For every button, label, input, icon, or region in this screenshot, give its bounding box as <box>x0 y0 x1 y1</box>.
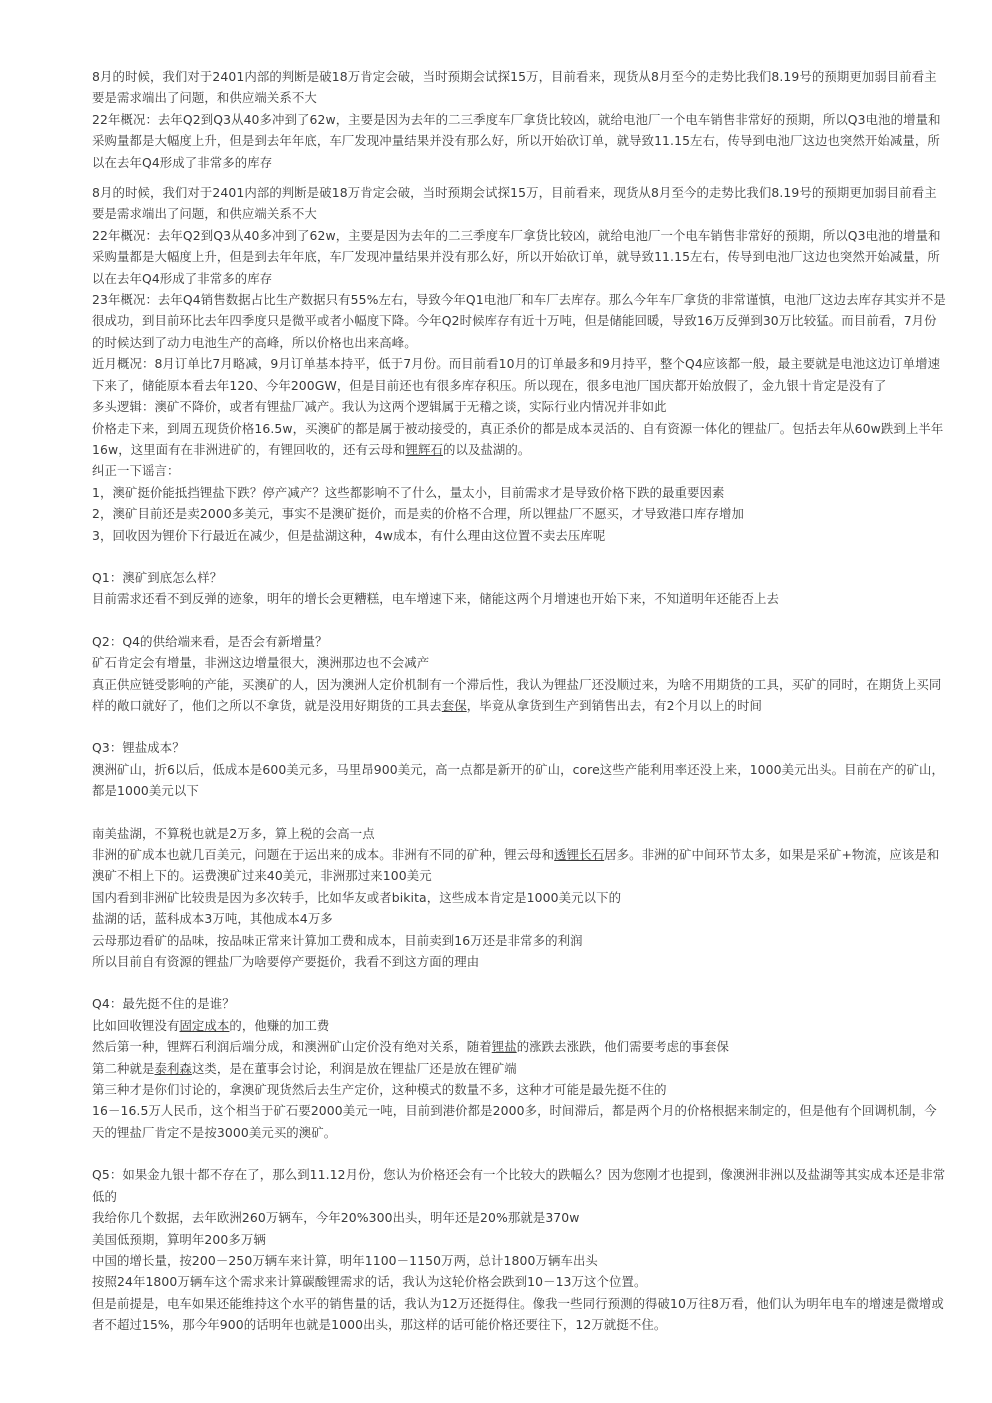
text-run: 的，他赚的加工费 <box>229 1017 330 1033</box>
text-run: Q5：如果金九银十都不存在了，那么到11.12月份，您认为价格还会有一个比较大的跌幅么？因为您刚才也提到，像澳洲非洲以及盐湖等其实成本还是非常低的 <box>92 1167 946 1204</box>
underlined-term: 透锂长石 <box>554 847 605 862</box>
underlined-term: 锂盐 <box>491 1039 517 1055</box>
text-run: 美国低预期，算明年200多万辆 <box>92 1231 266 1247</box>
underlined-term: 泰利森 <box>154 1060 192 1076</box>
text-run: 所以目前自有资源的锂盐厂为啥要停产要挺价，我看不到这方面的理由 <box>92 954 480 970</box>
paragraph <box>92 1271 948 1292</box>
text-run: 非洲的矿成本也就几百美元，问题在于运出来的成本。非洲有不同的矿种，锂云母和 <box>92 847 555 862</box>
text-run: 3，回收因为锂价下行最近在减少，但是盐湖这种，4w成本，有什么理由这位置不卖去压库呢 <box>92 527 606 543</box>
paragraph <box>92 1036 948 1057</box>
text-run: 南美盐湖，不算税也就是2万多，算上税的会高一点 <box>92 825 375 841</box>
paragraph <box>92 1250 948 1271</box>
paragraph <box>92 1207 948 1228</box>
paragraph <box>92 1015 948 1036</box>
paragraph <box>92 844 948 887</box>
text-run: Q2：Q4的供给端来看，是否会有新增量？ <box>92 633 328 649</box>
text-run: 我给你几个数据，去年欧洲260万辆车，今年20%300出头，明年还是20%那就是370w <box>92 1210 580 1226</box>
text-run: 矿石肯定会有增量，非洲这边增量很大，澳洲那边也不会减产 <box>92 655 430 671</box>
text-run: Q1：澳矿到底怎么样？ <box>92 569 223 585</box>
text-run: 纠正一下谣言： <box>92 463 180 479</box>
paragraph <box>92 951 948 972</box>
text-run: Q4：最先挺不住的是谁？ <box>92 996 235 1012</box>
text-run: 云母那边看矿的品味，按品味正常来计算加工费和成本，目前卖到16万还是非常多的利润 <box>92 932 583 948</box>
text-run: 近月概况：8月订单比7月略减，9月订单基本持平，低于7月份。而目前看10月的订单最多和9月持平，整个Q4应该都一般，最主要就是电池这边订单增速下来了，储能原本看去年120、今年200GW，但是目前还也有很多库存积压。所以现在，很多电池厂国庆都开始放假了，金九银十肯定是没有了 <box>92 356 941 393</box>
text-run: 盐湖的话，蓝科成本3万吨，其他成本4万多 <box>92 911 333 927</box>
text-run: 但是前提是，电车如果还能维持这个水平的销售量的话，我认为12万还挺得住。像我一些同行预测的得破10万往8万看，他们认为明年电车的增速是微增或者不超过15%，那今年900的话明年也就是1000出头，那这样的话可能价格还要往下，12万就挺不住。 <box>92 1295 944 1333</box>
question-heading <box>92 631 948 652</box>
question-heading <box>92 1164 948 1207</box>
paragraph <box>92 652 948 673</box>
text-run: 目前需求还看不到反弹的迹象，明年的增长会更糟糕，电车增速下来，储能这两个月增速也开始下来，不知道明年还能否上去 <box>92 591 779 607</box>
text-run: 16－16.5万人民币，这个相当于矿石要2000美元一吨，目前到港价都是2000多，时间滞后，都是两个月的价格根据来制定的，但是他有个回调机制，今天的锂盐厂肯定不是按3000美元买的澳矿。 <box>92 1103 937 1140</box>
text-run: 22年概况：去年Q2到Q3从40多冲到了62w，主要是因为去年的二三季度车厂拿货比较凶，就给电池厂一个电车销售非常好的预期，所以Q3电池的增量和采购量都是大幅度上升，但是到去年年底，车厂发现冲量结果并没有那么好，所以开始砍订单，就导致11.15左右，传导到电池厂这边也突然开始减量，所以在去年Q4形成了非常多的库存 <box>92 111 941 170</box>
paragraph <box>92 930 948 951</box>
text-run: 按照24年1800万辆车这个需求来计算碳酸锂需求的话，我认为这轮价格会跌到10－13万这个位置。 <box>92 1274 647 1290</box>
text-run: Q3：锂盐成本？ <box>92 740 185 756</box>
text-run: 多头逻辑：澳矿不降价，或者有锂盐厂减产。我认为这两个逻辑属于无稽之谈，实际行业内情况并非如此 <box>92 399 667 415</box>
paragraph <box>92 66 948 109</box>
underlined-term: 固定成本 <box>179 1017 230 1033</box>
text-run: 中国的增长量，按200－250万辆车来计算，明年1100－1150万两，总计1800万辆车出头 <box>92 1252 598 1268</box>
paragraph <box>92 759 948 802</box>
text-run: 1，澳矿挺价能抵挡锂盐下跌？停产减产？这些都影响不了什么，量太小，目前需求才是导致价格下跌的最重要因素 <box>92 484 725 500</box>
paragraph <box>92 588 948 609</box>
paragraph <box>92 823 948 844</box>
paragraph <box>92 1293 948 1336</box>
text-run: 国内看到非洲矿比较贵是因为多次转手，比如华友或者bikita，这些成本肯定是1000美元以下的 <box>92 889 622 905</box>
paragraph <box>92 1100 948 1143</box>
paragraph <box>92 525 948 546</box>
text-run: 比如回收锂没有 <box>92 1017 180 1033</box>
paragraph <box>92 482 948 503</box>
text-run: 居多。非洲的矿中间环节太多，如果是采矿+物流，应该是和澳矿不相上下的。运费澳矿过来40美元，非洲那过来100美元 <box>92 847 940 884</box>
paragraph <box>92 460 948 481</box>
text-run: 8月的时候，我们对于2401内部的判断是破18万肯定会破，当时预期会试探15万，目前看来，现货从8月至今的走势比我们8.19号的预期更加弱目前看主要是需求端出了问题，和供应端关系不大 <box>92 185 937 222</box>
underlined-term: 锂辉石 <box>405 441 443 457</box>
text-run: 第二种就是 <box>92 1060 155 1076</box>
section-gap <box>92 716 948 737</box>
underlined-term: 套保 <box>441 697 467 713</box>
section-gap <box>92 972 948 993</box>
paragraph <box>92 1079 948 1100</box>
text-run: 22年概况：去年Q2到Q3从40多冲到了62w，主要是因为去年的二三季度车厂拿货比较凶，就给电池厂一个电车销售非常好的预期，所以Q3电池的增量和采购量都是大幅度上升，但是到去年年底，车厂发现冲量结果并没有那么好，所以开始砍订单，就导致11.15左右，传导到电池厂这边也突然开始减量，所以在去年Q4形成了非常多的库存 <box>92 227 941 286</box>
text-run: 第三种才是你们讨论的，拿澳矿现货然后去生产定价，这种模式的数量不多，这种才可能是最先挺不住的 <box>92 1082 667 1098</box>
paragraph <box>92 1229 948 1250</box>
section-gap <box>92 610 948 631</box>
text-run: 23年概况：去年Q4销售数据占比生产数据只有55%左右，导致今年Q1电池厂和车厂去库存。那么今年车厂拿货的非常谨慎，电池厂这边去库存其实并不是很成功，到目前环比去年四季度只是微平或者小幅度下降。今年Q2时候库存有近十万吨，但是储能回暖，导致16万反弹到30万比较猛。而目前看，7月份的时候达到了动力电池生产的高峰，所以价格也出来高峰。 <box>92 292 946 350</box>
paragraph <box>92 503 948 524</box>
paragraph <box>92 418 948 461</box>
section-gap <box>92 802 948 823</box>
question-heading <box>92 567 948 588</box>
section-gap <box>92 173 948 182</box>
text-run: 然后第一种，锂辉石利润后端分成，和澳洲矿山定价没有绝对关系，随着 <box>92 1039 492 1055</box>
paragraph <box>92 1058 948 1079</box>
text-run: 8月的时候，我们对于2401内部的判断是破18万肯定会破，当时预期会试探15万，目前看来，现货从8月至今的走势比我们8.19号的预期更加弱目前看主要是需求端出了问题，和供应端关系不大 <box>92 69 937 106</box>
paragraph <box>92 353 948 396</box>
document-body <box>92 66 948 1336</box>
paragraph <box>92 109 948 173</box>
paragraph <box>92 289 948 353</box>
paragraph <box>92 396 948 417</box>
section-gap <box>92 1143 948 1164</box>
text-run: 的以及盐湖的。 <box>442 441 531 457</box>
paragraph <box>92 674 948 717</box>
paragraph <box>92 908 948 929</box>
paragraph <box>92 887 948 908</box>
question-heading <box>92 993 948 1014</box>
text-run: 价格走下来，到周五现货价格16.5w，买澳矿的都是属于被动接受的，真正杀价的都是成本灵活的、自有资源一体化的锂盐厂。包括去年从60w跌到上半年16w，这里面有在非洲进矿的，有锂回收的，还有云母和 <box>92 420 944 457</box>
question-heading <box>92 737 948 758</box>
text-run: 2，澳矿目前还是卖2000多美元，事实不是澳矿挺价，而是卖的价格不合理，所以锂盐厂不愿买，才导致港口库存增加 <box>92 506 744 522</box>
text-run: ，毕竟从拿货到生产到销售出去，有2个月以上的时间 <box>466 697 763 713</box>
paragraph <box>92 225 948 289</box>
section-gap <box>92 546 948 567</box>
text-run: 澳洲矿山，折6以后，低成本是600美元多，马里昂900美元，高一点都是新开的矿山，core这些产能利用率还没上来，1000美元出头。目前在产的矿山，都是1000美元以下 <box>92 761 944 799</box>
text-run: 真正供应链受影响的产能，买澳矿的人，因为澳洲人定价机制有一个滞后性，我认为锂盐厂还没顺过来，为啥不用期货的工具，买矿的同时，在期货上买同样的敞口就好了，他们之所以不拿货，就是没用好期货的工具去 <box>92 676 942 713</box>
text-run: 的涨跌去涨跌，他们需要考虑的事套保 <box>516 1039 730 1055</box>
paragraph <box>92 182 948 225</box>
text-run: 这类，是在董事会讨论，利润是放在锂盐厂还是放在锂矿端 <box>191 1060 517 1076</box>
